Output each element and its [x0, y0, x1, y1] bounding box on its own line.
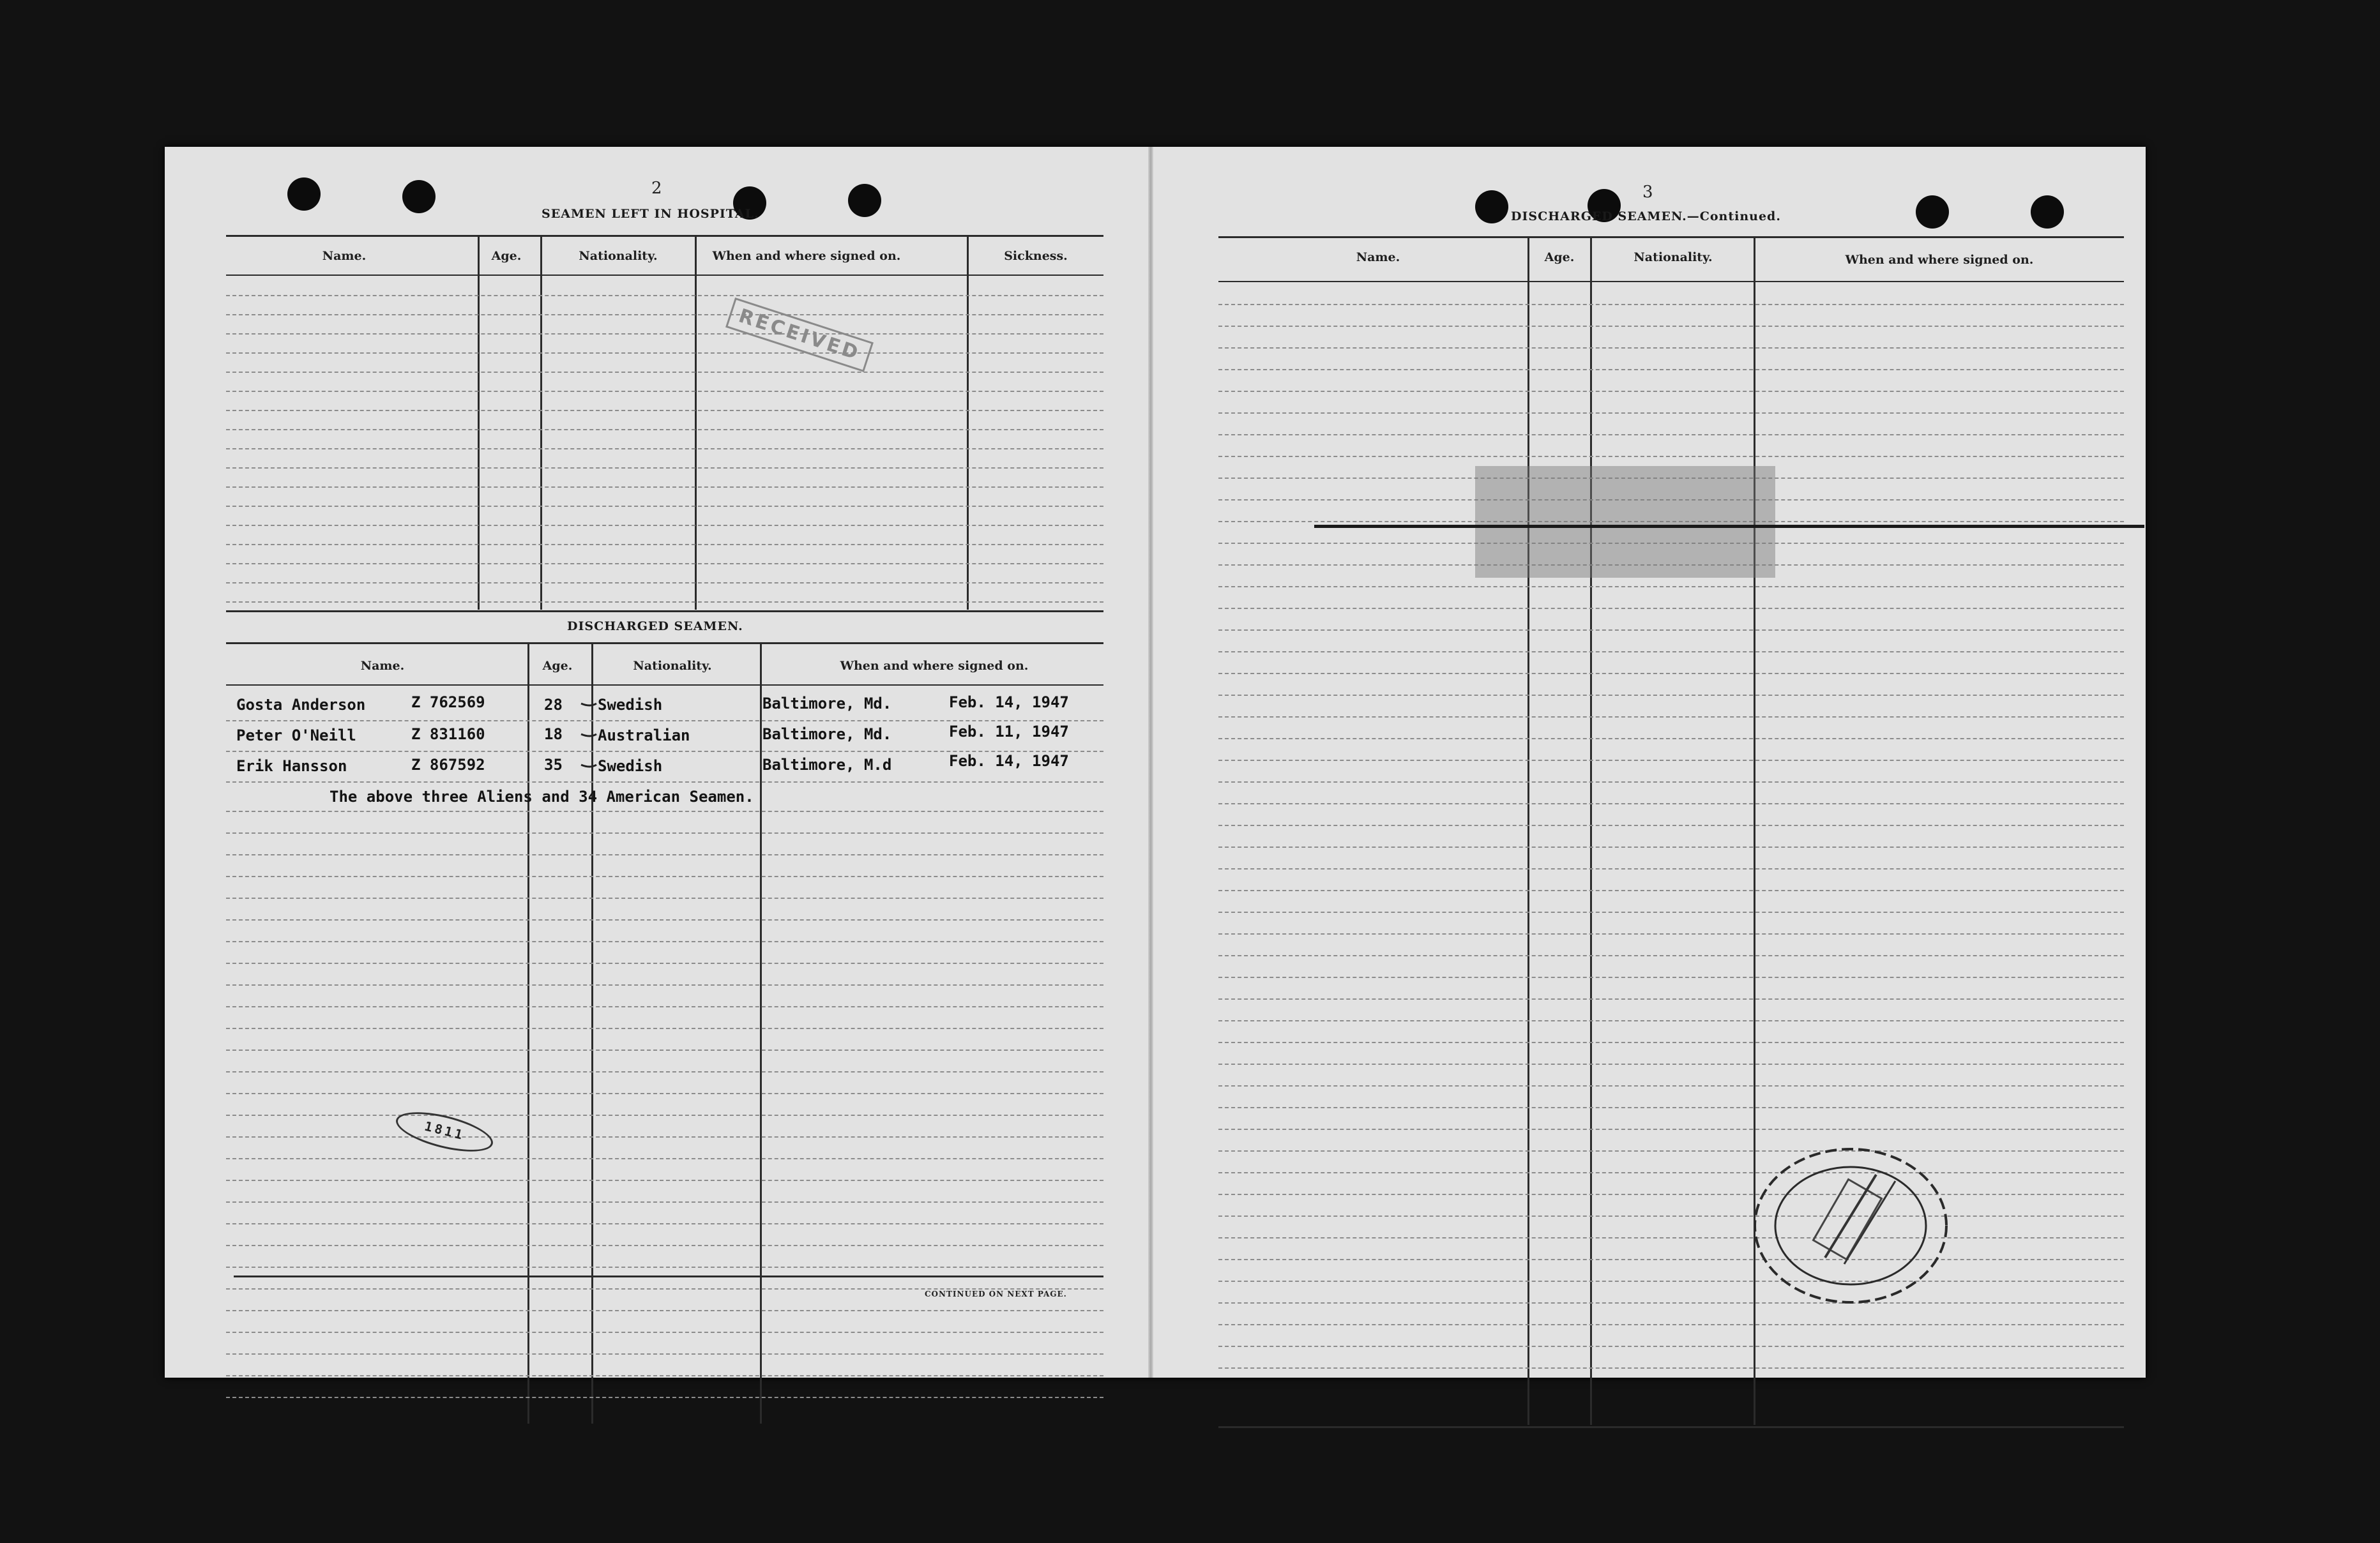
signed-on-place: Baltimore, M.d — [762, 756, 892, 774]
punch-hole — [2031, 195, 2064, 229]
rule — [1218, 281, 2124, 282]
col-header-age: Age. — [1544, 250, 1575, 264]
col-header-name: Name. — [360, 659, 405, 673]
postmark-stamp — [1736, 1130, 1966, 1321]
right-section-title: DISCHARGED SEAMEN.—Continued. — [1511, 209, 1781, 223]
ribbon-stamp: 1811 — [392, 1104, 496, 1159]
page-number-right: 3 — [1642, 183, 1653, 202]
aliens-note: The above three Aliens and 34 American Seamen. — [330, 788, 754, 806]
seaman-age: 18 — [544, 725, 563, 743]
seaman-nationality: Australian — [598, 726, 690, 744]
col-header-name: Name. — [322, 249, 367, 263]
signed-on-date: Feb. 14, 1947 — [949, 693, 1069, 711]
paper-tear — [1314, 525, 2144, 528]
rule — [1218, 236, 2124, 238]
seaman-number: Z 867592 — [411, 756, 485, 774]
punch-hole — [1916, 195, 1949, 229]
col-header-nationality: Nationality. — [633, 659, 712, 673]
signed-on-date: Feb. 14, 1947 — [949, 752, 1069, 770]
col-header-age: Age. — [491, 249, 522, 263]
discharged-section-title: DISCHARGED SEAMEN. — [567, 619, 743, 633]
hospital-section-title: SEAMEN LEFT IN HOSPITAL. — [542, 207, 759, 221]
continued-note: CONTINUED ON NEXT PAGE. — [925, 1290, 1067, 1298]
tape-patch — [1475, 466, 1775, 578]
signed-on-place: Baltimore, Md. — [762, 695, 892, 712]
signed-on-place: Baltimore, Md. — [762, 725, 892, 743]
col-header-signed-on: When and where signed on. — [1845, 253, 2034, 267]
seaman-nationality: Swedish — [598, 696, 663, 714]
seaman-age: 35 — [544, 756, 563, 774]
col-header-nationality: Nationality. — [1633, 250, 1713, 264]
seaman-age: 28 — [544, 696, 563, 714]
column-divider — [1590, 237, 1592, 1425]
col-header-name: Name. — [1356, 250, 1400, 264]
col-header-age: Age. — [542, 659, 573, 673]
col-header-signed-on: When and where signed on. — [712, 249, 901, 263]
rule — [1218, 1426, 2124, 1428]
seaman-nationality: Swedish — [598, 757, 663, 775]
seaman-number: Z 831160 — [411, 725, 485, 743]
punch-hole — [1475, 190, 1508, 223]
seaman-name: Gosta Anderson — [236, 696, 366, 714]
signed-on-date: Feb. 11, 1947 — [949, 723, 1069, 741]
seaman-name: Peter O'Neill — [236, 726, 356, 744]
col-header-signed-on: When and where signed on. — [840, 659, 1029, 673]
check-marks — [165, 147, 1148, 1378]
col-header-sickness: Sickness. — [1004, 249, 1068, 263]
seaman-name: Erik Hansson — [236, 757, 347, 775]
rule — [234, 1276, 1103, 1277]
document-sheet — [165, 147, 2146, 1378]
seaman-number: Z 762569 — [411, 693, 485, 711]
page-number-left: 2 — [651, 179, 662, 198]
col-header-nationality: Nationality. — [579, 249, 658, 263]
received-stamp: RECEIVED — [725, 297, 874, 372]
page-fold — [1148, 147, 1153, 1378]
column-divider — [1527, 237, 1529, 1425]
